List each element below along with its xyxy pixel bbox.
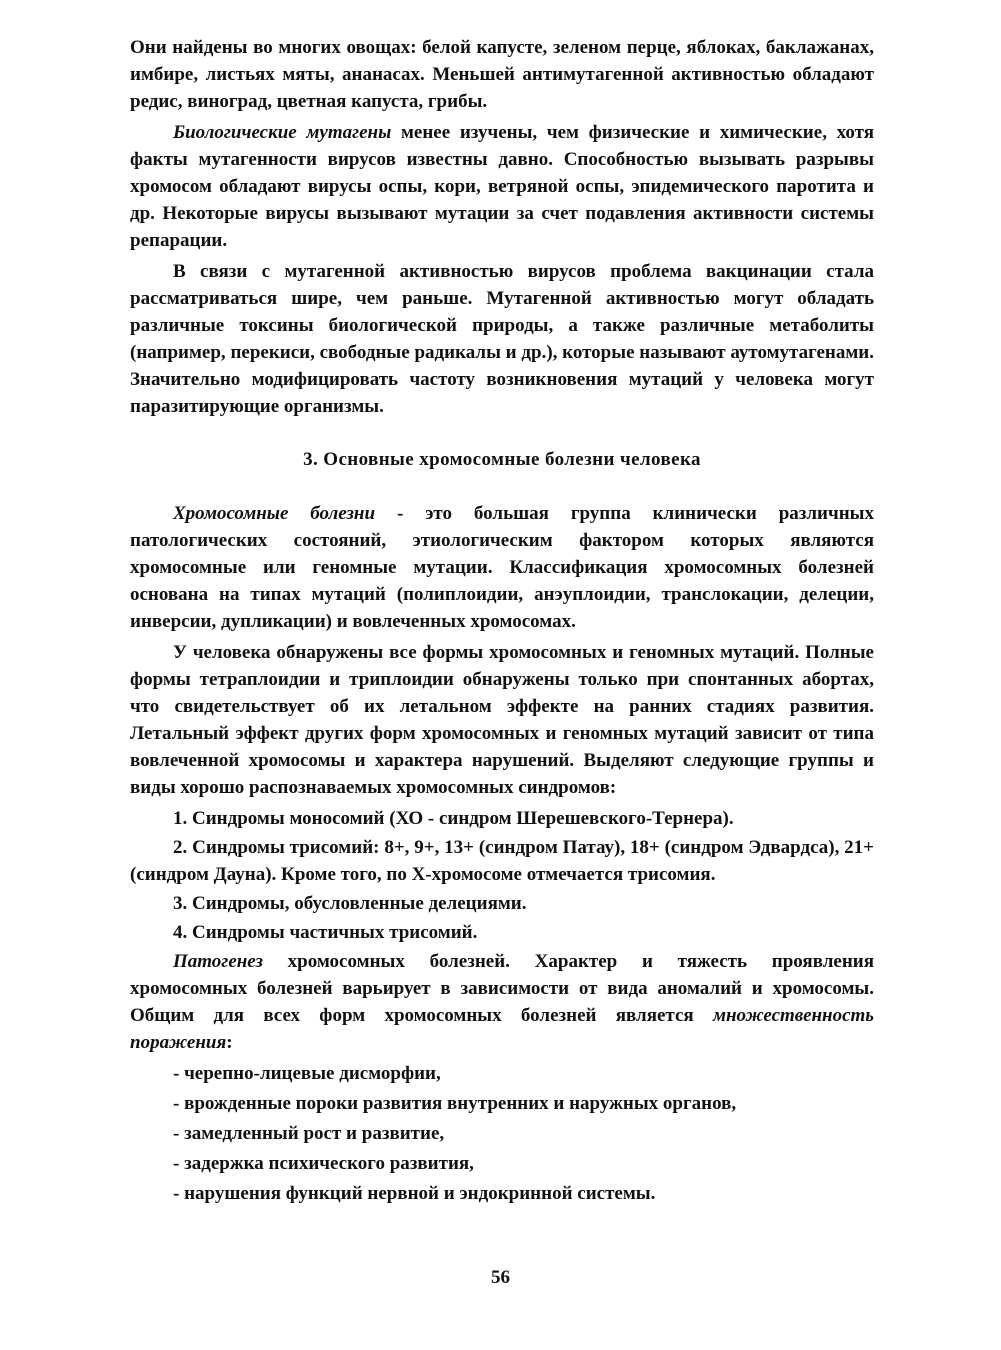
section-heading: 3. Основные хромосомные болезни человека	[303, 449, 701, 470]
paragraph-chromosomal-diseases-text: - это большая группа клинически различных патологических состояний, этиологическим фактором которых являются хромосомные или геномные мутации. Классификация хромосомных болезней основана на типах мутаций (полиплоидии, анэуплоидии, транслокации, делеции, инверсии, дупликации) и вовлеченных хромосомах.	[130, 503, 874, 632]
term-biological-mutagens: Биологические мутагены	[173, 122, 392, 143]
lesion-item-4: - задержка психического развития,	[173, 1153, 474, 1174]
paragraph-pathogenesis	[130, 948, 874, 1056]
lesion-item-3: - замедленный рост и развитие,	[173, 1123, 445, 1144]
paragraph-antimutagens: Они найдены во многих овощах: белой капусте, зеленом перце, яблоках, баклажанах, имбире, листьях мяты, ананасах. Меньшей антимутагенной активностью обладают редис, виноград, цветная капуста, грибы.	[130, 37, 874, 112]
paragraph-vaccination: В связи с мутагенной активностью вирусов проблема вакцинации стала рассматриваться шире, чем раньше. Мутагенной активностью могут обладать различные токсины биологической природы, а также различные метаболиты (например, перекиси, свободные радикалы и др.), которые называют аутомутагенами. Значительно модифицировать частоту возникновения мутаций у человека могут паразитирующие организмы.	[130, 261, 874, 417]
term-pathogenesis: Патогенез	[173, 951, 263, 972]
paragraph-mutation-forms: У человека обнаружены все формы хромосомных и геномных мутаций. Полные формы тетраплоидии и триплоидии обнаружены только при спонтанных абортах, что свидетельствует об их летальном эффекте на ранних стадиях развития. Летальный эффект других форм хромосомных и геномных мутаций зависит от типа вовлеченной хромосомы и характера нарушений. Выделяют следующие группы и виды хорошо распознаваемых хромосомных синдромов:	[130, 642, 874, 798]
term-multiple-lesions: множественность поражения	[130, 1005, 874, 1053]
page-body	[130, 34, 874, 1210]
paragraph-chromosomal-diseases	[130, 500, 874, 635]
page-number: 56	[491, 1267, 510, 1288]
syndrome-item-2: 2. Синдромы трисомий: 8+, 9+, 13+ (синдром Патау), 18+ (синдром Эдвардса), 21+ (синдром Дауна). Кроме того, по Х-хромосоме отмечается трисомия.	[130, 837, 874, 885]
paragraph-pathogenesis-text: хромосомных болезней. Характер и тяжесть проявления хромосомных болезней варьирует в зависимости от вида аномалий и хромосомы. Общим для всех форм хромосомных болезней является	[130, 951, 874, 1026]
term-chromosomal-diseases: Хромосомные болезни	[173, 503, 376, 524]
syndrome-item-4: 4. Синдромы частичных трисомий.	[173, 922, 478, 943]
lesion-item-2: - врожденные пороки развития внутренних и наружных органов,	[173, 1093, 737, 1114]
paragraph-biological-mutagens-text: менее изучены, чем физические и химические, хотя факты мутагенности вирусов известны давно. Способностью вызывать разрывы хромосом обладают вирусы оспы, кори, ветряной оспы, эпидемического паротита и др. Некоторые вирусы вызывают мутации за счет подавления активности системы репарации.	[130, 122, 874, 251]
syndrome-item-3: 3. Синдромы, обусловленные делециями.	[173, 893, 527, 914]
syndrome-item-1: 1. Синдромы моносомий (ХО - синдром Шерешевского-Тернера).	[173, 808, 734, 829]
paragraph-pathogenesis-colon: :	[226, 1032, 233, 1053]
paragraph-biological-mutagens	[130, 119, 874, 254]
lesion-item-1: - черепно-лицевые дисморфии,	[173, 1063, 441, 1084]
lesion-item-5: - нарушения функций нервной и эндокринной системы.	[173, 1183, 656, 1204]
